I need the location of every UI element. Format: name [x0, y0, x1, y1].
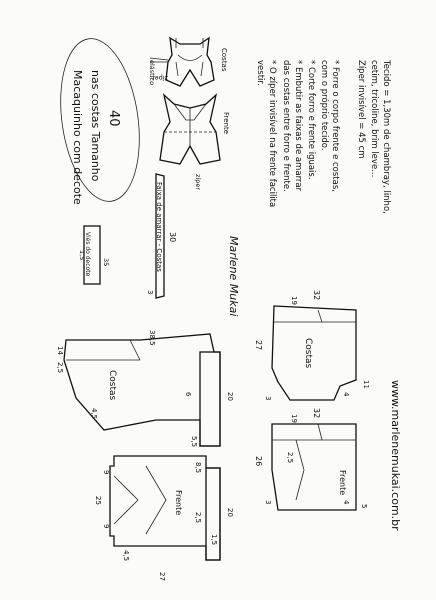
materials-zipper: Zíper invisível = 45 cm: [356, 60, 366, 159]
tie-strip-length: 30: [168, 232, 177, 243]
instruction-line-5: das costas entre forro e frente.: [281, 60, 291, 192]
shorts-front-dim-1: 32: [312, 408, 321, 419]
upper-front-dim-7: 4,5: [122, 550, 130, 562]
shorts-front-dim-4: 3: [264, 500, 272, 505]
shorts-front-dim-3: 26: [254, 456, 263, 467]
instruction-line-7: vestir.: [255, 60, 265, 86]
upper-back-dim-6: 20: [226, 392, 234, 401]
instructions: [255, 60, 340, 207]
shorts-front-dim-5: 4: [342, 500, 350, 505]
shorts-back-label: Costas: [303, 338, 313, 369]
garment-sketch-front: [160, 95, 220, 164]
title-line1: Macaquinho com decote: [71, 70, 84, 205]
upper-front-dim-8: 20: [226, 508, 234, 517]
piece-tie-strip: [146, 174, 177, 298]
upper-back-elastic-band: [200, 352, 220, 446]
tie-strip-label: Faixa de amarrar - Costas: [155, 182, 163, 272]
title-line2: nas costas Tamanho: [89, 70, 102, 182]
shorts-front-dim-7: 5: [360, 504, 368, 509]
shorts-back-dim-6: 11: [362, 380, 370, 389]
signature: Marlene Mukai: [227, 236, 240, 317]
elastic-annotation: elástico: [148, 60, 156, 86]
shorts-back-dim-2: 19: [290, 296, 298, 305]
upper-front-dim-5: 2,5: [194, 512, 202, 524]
bias-dim-a: 35: [102, 258, 110, 267]
title-block: [51, 34, 149, 207]
title-size: 40: [106, 110, 121, 127]
shorts-front-label: Frente: [338, 470, 347, 496]
zipper-front-annotation: zíper: [194, 174, 202, 191]
shorts-back-dim-1: 32: [312, 290, 321, 301]
upper-front-dim-6: 1,5: [210, 534, 218, 546]
upper-back-dim-7: 5,5: [190, 436, 198, 448]
piece-shorts-front: [254, 408, 368, 510]
instruction-line-6: * O zíper invisível na frente facilita: [267, 60, 277, 208]
piece-shorts-back: [254, 290, 370, 400]
instruction-line-4: * Embutir as faixas de amarrar: [293, 60, 303, 192]
upper-back-dim-4: 4,5: [90, 408, 98, 420]
sketch-front-label: Frente: [222, 112, 230, 135]
website: www.marlenemukai.com.br: [389, 380, 402, 531]
shorts-back-dim-3: 27: [254, 340, 263, 351]
bias-dim-b: 1,5: [78, 250, 86, 261]
shorts-back-dim-4: 3: [264, 396, 272, 401]
upper-front-label: Frente: [174, 490, 183, 516]
materials-fabric: Tecido = 1,30m de chambray, linho,: [381, 60, 391, 214]
upper-back-dim-5: 6: [184, 392, 192, 397]
materials-fabric-more: cetim, tricoline, brim leve...: [369, 60, 379, 178]
instruction-line-1: * Forre o corpo frente e costas,: [330, 60, 340, 192]
upper-back-dim-1: 38,5: [148, 330, 156, 346]
upper-front-dim-2: 9: [102, 470, 110, 475]
piece-upper-front: [94, 456, 234, 581]
instruction-line-2: com o próprio tecido.: [319, 60, 329, 151]
bias-label: Viés do decote: [84, 232, 91, 277]
upper-front-dim-9: 27: [158, 572, 166, 581]
instruction-line-3: * Corte forro e frente iguais.: [306, 60, 316, 180]
materials: [356, 59, 391, 214]
upper-back-dim-2: 14: [56, 346, 64, 355]
upper-front-dim-4: 8,5: [194, 462, 202, 474]
upper-front-elastic-band: [206, 468, 220, 560]
shorts-front-dim-2: 19: [290, 414, 298, 423]
upper-back-label: Costas: [107, 370, 117, 401]
shorts-front-dim-6: 2,5: [286, 452, 294, 464]
shorts-back-dim-5: 4: [342, 392, 350, 397]
sketch-back-label: Costas: [220, 48, 228, 72]
piece-upper-back: [56, 330, 234, 447]
tie-strip-width: 3: [146, 290, 154, 295]
piece-neck-bias: [78, 226, 110, 284]
upper-back-dim-3: 2,5: [56, 362, 64, 374]
zipper-annotation: zíper: [151, 74, 168, 82]
upper-front-dim-1: 25: [94, 496, 102, 505]
upper-front-dim-3: 9: [102, 524, 110, 529]
